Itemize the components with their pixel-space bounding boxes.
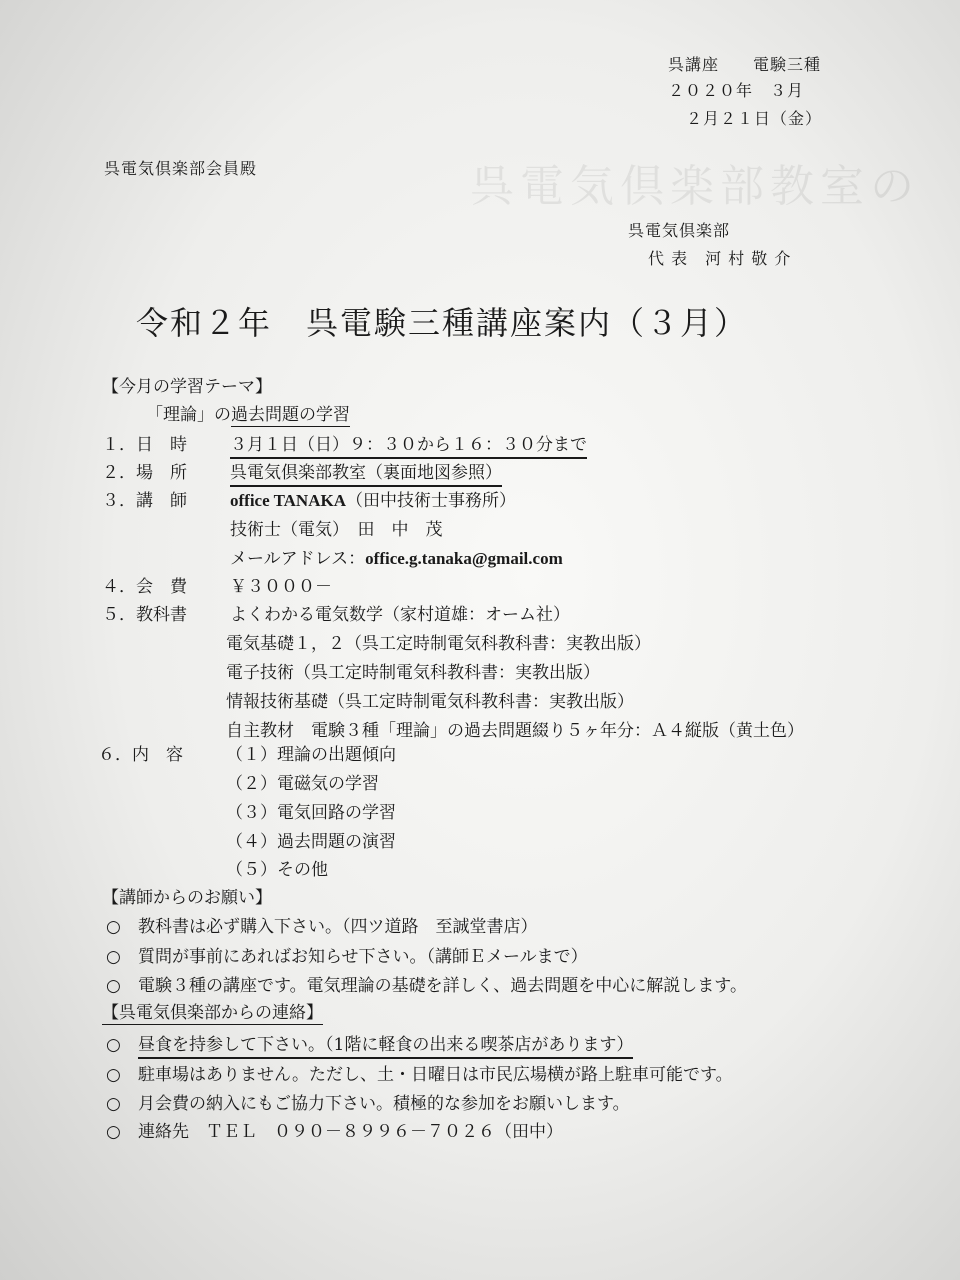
request-item [106, 942, 588, 967]
item-lecturer [102, 486, 516, 511]
theme-text [146, 400, 350, 425]
item-date [102, 430, 587, 455]
item-place-value: 呉電気倶楽部教室（裏面地図参照） [230, 463, 502, 487]
request-text: 電験３種の講座です。電気理論の基礎を詳しく、過去問題を中心に解説します。 [138, 976, 747, 996]
issue-date: ２月２１日（金） [686, 109, 823, 128]
content-line: （１）理論の出題傾向 [226, 745, 396, 765]
club-text: 連絡先 ＴＥＬ ０９０－８９９６－７０２６（田中） [138, 1122, 563, 1142]
item-place [102, 458, 502, 483]
bullet-circle: ○ [106, 1122, 121, 1142]
theme-pre: 「理論」の [146, 405, 231, 425]
theme-heading: 【今月の学習テーマ】 [102, 377, 272, 397]
request-text: 質問が事前にあればお知らせ下さい。（講師Ｅメールまで） [138, 947, 588, 967]
textbook-line: 自主教材 電験３種「理論」の過去問題綴り５ヶ年分：Ａ４縦版（黄土色） [226, 721, 804, 741]
bullet-circle: ○ [106, 917, 121, 937]
club-item [106, 1060, 733, 1085]
club-item [106, 1030, 633, 1055]
sender-representative: 代 表 河 村 敬 介 [648, 249, 792, 268]
content-line: （２）電磁気の学習 [226, 774, 379, 794]
club-item [106, 1117, 563, 1142]
item-textbook-label: ５．教科書 [102, 605, 187, 625]
content-line: （５）その他 [226, 860, 328, 880]
item-content [98, 740, 396, 765]
bullet-circle: ○ [106, 976, 121, 996]
request-item [106, 971, 747, 996]
textbook-line: 情報技術基礎（呉工定時制電気科教科書：実教出版） [226, 692, 634, 712]
bleed-through-text: 呉電気倶楽部教室の [470, 161, 920, 212]
requests-heading: 【講師からのお願い】 [102, 888, 272, 908]
addressee: 呉電気倶楽部会員殿 [104, 159, 258, 178]
lecturer-office-jp: （田中技術士事務所） [346, 491, 516, 511]
item-textbook [102, 600, 570, 625]
page-title: 令和２年 呉電験三種講座案内（３月） [136, 304, 749, 342]
bullet-circle: ○ [106, 1035, 121, 1055]
club-heading-text: 【呉電気倶楽部からの連絡】 [102, 1003, 323, 1023]
club-text: 昼食を持参して下さい。（1階に軽食の出来る喫茶店があります） [138, 1035, 633, 1059]
lecturer-email-line [230, 544, 563, 569]
bullet-circle: ○ [106, 1094, 121, 1114]
club-heading [102, 998, 323, 1023]
date-year-month: ２０２０年 ３月 [668, 81, 805, 100]
lecturer-title: 技術士（電気） 田 中 茂 [230, 520, 443, 540]
club-item [106, 1089, 630, 1114]
sender-org: 呉電気倶楽部 [628, 221, 731, 240]
lecturer-office: office TANAKA [230, 491, 346, 510]
item-content-label: ６．内 容 [98, 745, 183, 765]
request-item [106, 912, 538, 937]
lecturer-email: office.g.tanaka@gmail.com [365, 549, 563, 568]
lecturer-email-label: メールアドレス： [230, 549, 366, 569]
textbook-line: 電気基礎１，２（呉工定時制電気科教科書：実教出版） [226, 634, 651, 654]
content-line: （４）過去問題の演習 [226, 832, 396, 852]
content-line: （３）電気回路の学習 [226, 803, 396, 823]
bullet-circle: ○ [106, 947, 121, 967]
club-text: 駐車場はありません。ただし、土・日曜日は市民広場横が路上駐車可能です。 [138, 1065, 733, 1085]
item-place-label: ２．場 所 [102, 463, 187, 483]
textbook-line: 電子技術（呉工定時制電気科教科書：実教出版） [226, 663, 600, 683]
course-label: 呉講座 電験三種 [668, 55, 822, 74]
textbook-line: よくわかる電気数学（家村道雄：オーム社） [230, 605, 570, 625]
request-text: 教科書は必ず購入下さい。（四ツ道路 至誠堂書店） [138, 917, 538, 937]
theme-underlined: 過去問題の学習 [231, 405, 350, 425]
item-date-value: ３月１日（日）９：３０から１６：３０分まで [230, 435, 587, 459]
bullet-circle: ○ [106, 1065, 121, 1085]
club-text: 月会費の納入にもご協力下さい。積極的な参加をお願いします。 [138, 1094, 630, 1114]
item-fee-label: ４．会 費 [102, 577, 187, 597]
item-fee [102, 572, 332, 597]
item-fee-value: ￥３０００－ [230, 577, 332, 597]
item-lecturer-label: ３．講 師 [102, 491, 187, 511]
item-date-label: １．日 時 [102, 435, 187, 455]
